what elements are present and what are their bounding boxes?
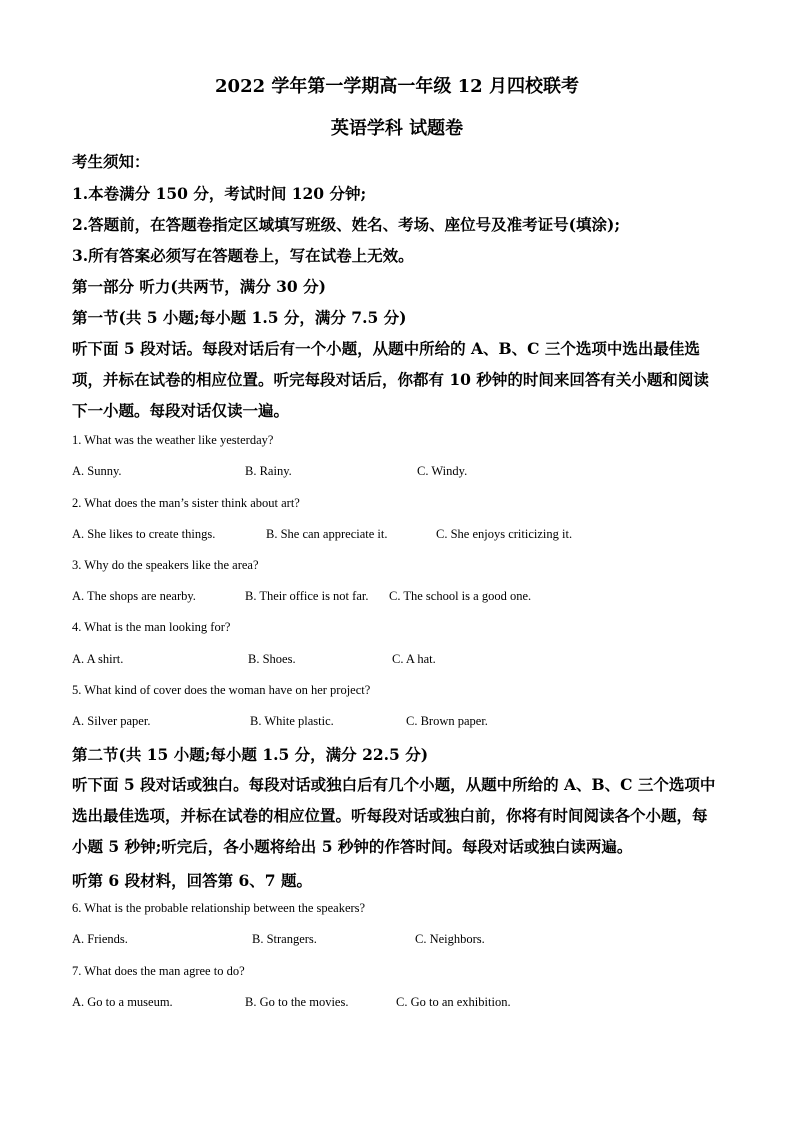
option-c: C. Brown paper. (406, 714, 488, 728)
exam-title: 2022 学年第一学期高一年级 12 月四校联考 (215, 76, 579, 97)
question-text: 3. Why do the speakers like the area? (72, 558, 259, 572)
option-c: C. Go to an exhibition. (396, 995, 511, 1009)
option-c: C. Windy. (417, 464, 468, 478)
option-b: B. Go to the movies. (245, 995, 349, 1009)
option-c: C. A hat. (392, 652, 436, 666)
question-text: 5. What kind of cover does the woman have on her project? (72, 683, 371, 697)
option-b: B. Shoes. (248, 652, 296, 666)
section-heading: 第二节(共 15 小题;每小题 1.5 分，满分 22.5 分) (72, 745, 429, 764)
option-b: B. Their office is not far. (245, 589, 369, 603)
option-c: C. She enjoys criticizing it. (436, 527, 573, 541)
option-b: B. Rainy. (245, 464, 292, 478)
option-c: C. The school is a good one. (389, 589, 532, 603)
section-heading: 第一节(共 5 小题;每小题 1.5 分，满分 7.5 分) (72, 308, 407, 327)
option-a: A. Go to a museum. (72, 995, 173, 1009)
option-a: A. The shops are nearby. (72, 589, 196, 603)
notice-item: 1.本卷满分 150 分，考试时间 120 分钟; (72, 184, 367, 203)
option-a: A. Friends. (72, 932, 128, 946)
option-a: A. A shirt. (72, 652, 124, 666)
question-text: 1. What was the weather like yesterday? (72, 433, 274, 447)
option-b: B. She can appreciate it. (266, 527, 388, 541)
notice-heading: 考生须知： (72, 152, 150, 171)
question-text: 2. What does the man’s sister think about art? (72, 496, 300, 510)
option-a: A. Silver paper. (72, 714, 151, 728)
question-text: 6. What is the probable relationship between the speakers? (72, 901, 366, 915)
material-heading: 听第 6 段材料，回答第 6、7 题。 (72, 871, 312, 890)
question-text: 7. What does the man agree to do? (72, 964, 245, 978)
notice-item: 2.答题前，在答题卷指定区域填写班级、姓名、考场、座位号及准考证号(填涂); (72, 215, 621, 234)
option-b: B. White plastic. (250, 714, 334, 728)
section-instructions: 听下面 5 段对话。每段对话后有一个小题，从题中所给的 A、B、C 三个选项中选出最佳选项，并标在试卷的相应位置。听完每段对话后，你都有 10 秒钟的时间来回答有关小题和阅读下一小题。每段对话仅读一遍。 (72, 339, 709, 420)
option-a: A. She likes to create things. (72, 527, 216, 541)
exam-subtitle: 英语学科 试题卷 (330, 118, 464, 139)
notice-item: 3.所有答案必须写在答题卷上，写在试卷上无效。 (72, 246, 414, 265)
option-a: A. Sunny. (72, 464, 122, 478)
part-heading: 第一部分 听力(共两节，满分 30 分) (72, 277, 326, 296)
option-c: C. Neighbors. (415, 932, 485, 946)
option-b: B. Strangers. (252, 932, 317, 946)
section-instructions: 听下面 5 段对话或独白。每段对话或独白后有几个小题，从题中所给的 A、B、C 三个选项中选出最佳选项，并标在试卷的相应位置。听每段对话或独白前，你将有时间阅读各个小题，每小题 5 秒钟;听完后，各小题将给出 5 秒钟的作答时间。每段对话或独白读两遍。 (72, 775, 716, 856)
question-text: 4. What is the man looking for? (72, 620, 231, 634)
